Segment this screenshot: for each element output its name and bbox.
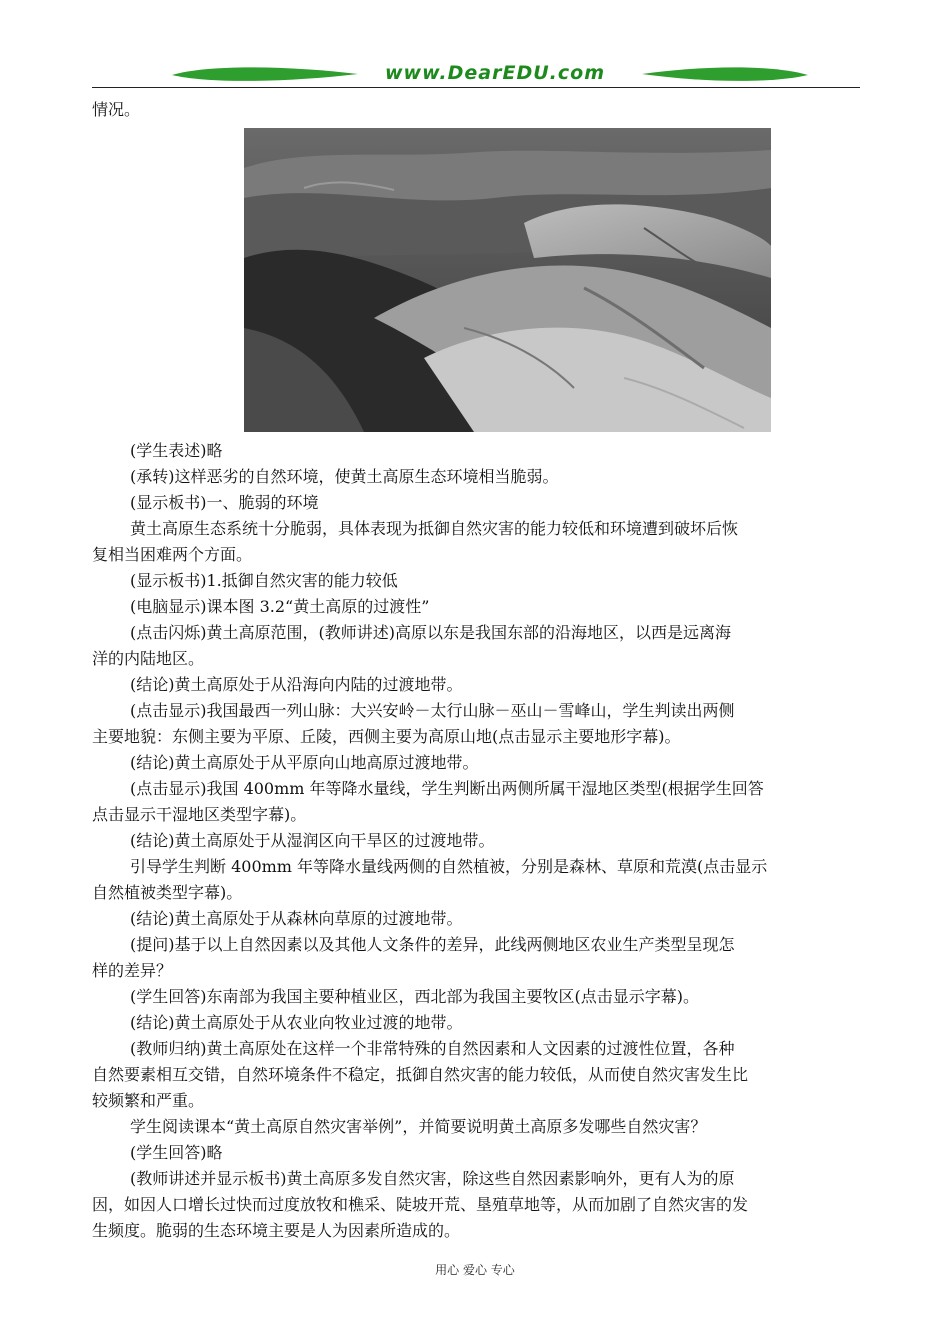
loess-plateau-photo [244, 128, 771, 432]
text-line: (结论)黄土高原处于从森林向草原的过渡地带。 [130, 909, 463, 928]
text-line: (教师讲述并显示板书)黄土高原多发自然灾害，除这些自然因素影响外，更有人为的原 [130, 1169, 735, 1188]
text-line: (点击显示)我国最西一列山脉：大兴安岭－太行山脉－巫山－雪峰山，学生判读出两侧 [130, 701, 735, 720]
page-footer: 用心 爱心 专心 [435, 1263, 515, 1277]
text-line: 情况。 [92, 100, 141, 119]
text-line: 学生阅读课本“黄土高原自然灾害举例”，并简要说明黄土高原多发哪些自然灾害？ [130, 1117, 707, 1136]
right-leaf-decoration [640, 66, 810, 84]
text-line: (电脑显示)课本图 3.2“黄土高原的过渡性” [130, 597, 430, 616]
site-logo: www.DearEDU.com [384, 62, 606, 84]
text-line: 主要地貌：东侧主要为平原、丘陵，西侧主要为高原山地(点击显示主要地形字幕)。 [92, 727, 681, 746]
left-leaf-decoration [170, 66, 360, 84]
text-line: 生频度。脆弱的生态环境主要是人为因素所造成的。 [92, 1221, 461, 1240]
text-line: (结论)黄土高原处于从湿润区向干旱区的过渡地带。 [130, 831, 495, 850]
text-line: (提问)基于以上自然因素以及其他人文条件的差异，此线两侧地区农业生产类型呈现怎 [130, 935, 735, 954]
header-rule [92, 87, 860, 88]
text-line: 因，如因人口增长过快而过度放牧和樵采、陡坡开荒、垦殖草地等，从而加剧了自然灾害的发 [92, 1195, 749, 1214]
text-line: 点击显示干湿地区类型字幕)。 [92, 805, 307, 824]
text-line: (结论)黄土高原处于从沿海向内陆的过渡地带。 [130, 675, 463, 694]
text-line: (教师归纳)黄土高原处在这样一个非常特殊的自然因素和人文因素的过渡性位置，各种 [130, 1039, 735, 1058]
text-line: 自然要素相互交错，自然环境条件不稳定，抵御自然灾害的能力较低，从而使自然灾害发生比 [92, 1065, 749, 1084]
text-line: (显示板书)一、脆弱的环境 [130, 493, 319, 512]
text-line: (学生回答)东南部为我国主要种植业区，西北部为我国主要牧区(点击显示字幕)。 [130, 987, 699, 1006]
page-header [92, 58, 860, 94]
text-line: 较频繁和严重。 [92, 1091, 205, 1110]
text-line: (学生回答)略 [130, 1143, 223, 1162]
text-line: (点击闪烁)黄土高原范围，(教师讲述)高原以东是我国东部的沿海地区，以西是远离海 [130, 623, 731, 642]
text-line: 复相当困难两个方面。 [92, 545, 253, 564]
text-line: (结论)黄土高原处于从平原向山地高原过渡地带。 [130, 753, 479, 772]
text-line: 样的差异？ [92, 961, 173, 980]
text-line: 引导学生判断 400mm 年等降水量线两侧的自然植被，分别是森林、草原和荒漠(点击显示 [130, 857, 768, 876]
text-line: (点击显示)我国 400mm 年等降水量线，学生判断出两侧所属干湿地区类型(根据学生回答 [130, 779, 764, 798]
text-line: (显示板书)1.抵御自然灾害的能力较低 [130, 571, 398, 590]
text-line: 黄土高原生态系统十分脆弱，具体表现为抵御自然灾害的能力较低和环境遭到破坏后恢 [130, 519, 739, 538]
text-line: (承转)这样恶劣的自然环境，使黄土高原生态环境相当脆弱。 [130, 467, 559, 486]
text-line: 自然植被类型字幕)。 [92, 883, 243, 902]
text-line: (结论)黄土高原处于从农业向牧业过渡的地带。 [130, 1013, 463, 1032]
text-line: (学生表述)略 [130, 441, 223, 460]
text-line: 洋的内陆地区。 [92, 649, 205, 668]
